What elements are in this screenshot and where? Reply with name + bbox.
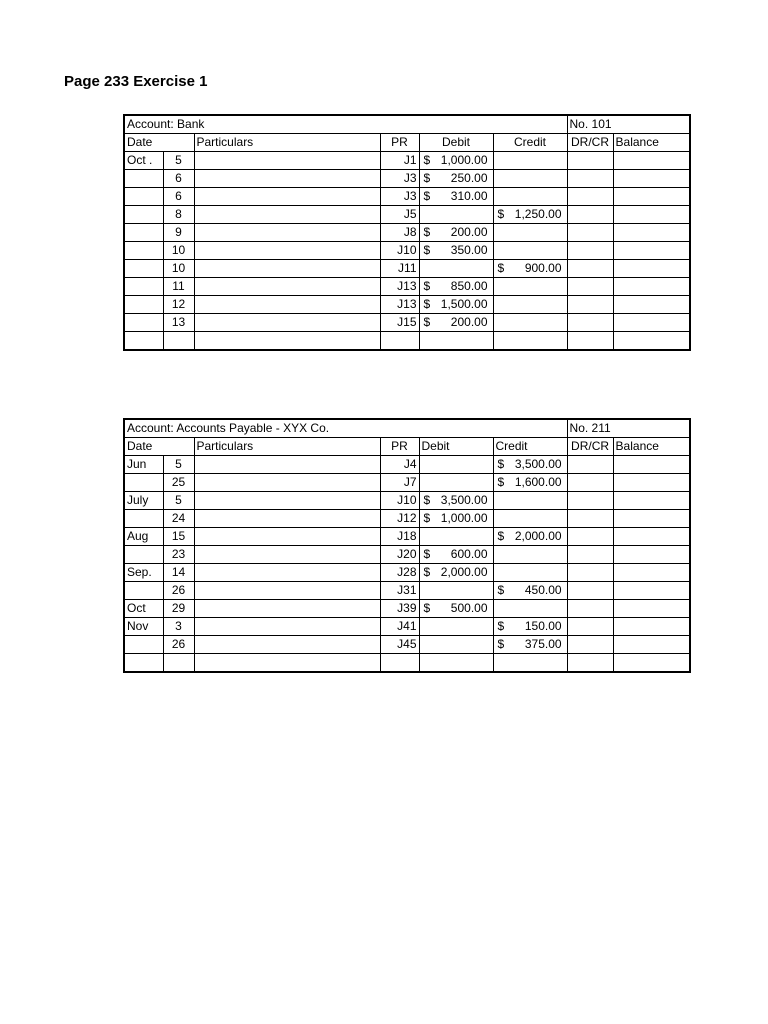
ledger-row (124, 474, 690, 492)
date-day: 5 (163, 152, 194, 170)
pr-cell: J8 (380, 224, 419, 242)
drcr-cell (567, 260, 613, 278)
debit-currency: $ (423, 171, 431, 185)
date-day (163, 654, 194, 673)
particulars-cell (194, 600, 380, 618)
particulars-cell (194, 260, 380, 278)
pr-cell: J3 (380, 170, 419, 188)
ledger-row (124, 314, 690, 332)
ledger-row (124, 260, 690, 278)
ledger-row (124, 546, 690, 564)
date-month (124, 296, 163, 314)
ledger-row (124, 654, 690, 673)
credit-cell (493, 618, 567, 636)
account-header-row (124, 419, 690, 438)
debit-amount: 3,500.00 (440, 493, 488, 507)
drcr-cell (567, 206, 613, 224)
particulars-cell (194, 528, 380, 546)
date-month (124, 582, 163, 600)
debit-cell (419, 260, 493, 278)
credit-cell (493, 456, 567, 474)
debit-currency: $ (423, 279, 431, 293)
credit-cell (493, 332, 567, 351)
ledger-row (124, 510, 690, 528)
col-header-debit: Debit (419, 134, 493, 152)
date-day: 5 (163, 456, 194, 474)
ledger-row (124, 152, 690, 170)
date-month (124, 278, 163, 296)
debit-currency: $ (423, 153, 431, 167)
credit-cell (493, 546, 567, 564)
pr-cell: J28 (380, 564, 419, 582)
credit-cell (493, 170, 567, 188)
col-header-date: Date (124, 134, 194, 152)
credit-cell (493, 654, 567, 673)
credit-cell (493, 224, 567, 242)
credit-cell (493, 636, 567, 654)
date-day: 24 (163, 510, 194, 528)
debit-currency: $ (423, 189, 431, 203)
debit-amount: 310.00 (450, 189, 488, 203)
date-day (163, 332, 194, 351)
pr-cell: J45 (380, 636, 419, 654)
date-month: Sep. (124, 564, 163, 582)
balance-cell (613, 206, 690, 224)
credit-cell (493, 206, 567, 224)
pr-cell: J13 (380, 296, 419, 314)
date-day: 6 (163, 170, 194, 188)
debit-cell (419, 188, 493, 206)
account-name: Account: Bank (124, 115, 567, 134)
ledger-row (124, 600, 690, 618)
date-month: Jun (124, 456, 163, 474)
pr-cell: J7 (380, 474, 419, 492)
debit-cell (419, 492, 493, 510)
debit-cell (419, 582, 493, 600)
balance-cell (613, 242, 690, 260)
credit-cell (493, 528, 567, 546)
balance-cell (613, 296, 690, 314)
date-month: Aug (124, 528, 163, 546)
drcr-cell (567, 456, 613, 474)
col-header-particulars: Particulars (194, 134, 380, 152)
credit-cell (493, 510, 567, 528)
debit-currency: $ (423, 243, 431, 257)
debit-cell (419, 474, 493, 492)
drcr-cell (567, 332, 613, 351)
credit-cell (493, 600, 567, 618)
debit-cell (419, 278, 493, 296)
credit-cell (493, 314, 567, 332)
date-day: 15 (163, 528, 194, 546)
pr-cell: J20 (380, 546, 419, 564)
debit-cell (419, 170, 493, 188)
pr-cell: J12 (380, 510, 419, 528)
particulars-cell (194, 510, 380, 528)
credit-currency: $ (497, 529, 505, 543)
date-month (124, 224, 163, 242)
balance-cell (613, 582, 690, 600)
balance-cell (613, 224, 690, 242)
balance-cell (613, 188, 690, 206)
debit-cell (419, 296, 493, 314)
drcr-cell (567, 528, 613, 546)
balance-cell (613, 654, 690, 673)
ledger-row (124, 224, 690, 242)
date-month (124, 260, 163, 278)
debit-amount: 250.00 (450, 171, 488, 185)
drcr-cell (567, 564, 613, 582)
account-number: No. 101 (567, 115, 690, 134)
debit-cell (419, 152, 493, 170)
credit-cell (493, 296, 567, 314)
date-day: 9 (163, 224, 194, 242)
date-month (124, 474, 163, 492)
debit-cell (419, 564, 493, 582)
pr-cell: J13 (380, 278, 419, 296)
column-header-row (124, 134, 690, 152)
particulars-cell (194, 332, 380, 351)
date-day: 6 (163, 188, 194, 206)
particulars-cell (194, 278, 380, 296)
ledger-row (124, 456, 690, 474)
ledger-table-accounts-payable (123, 418, 691, 673)
ledger-row (124, 188, 690, 206)
drcr-cell (567, 278, 613, 296)
particulars-cell (194, 170, 380, 188)
particulars-cell (194, 636, 380, 654)
credit-currency: $ (497, 637, 505, 651)
debit-amount: 2,000.00 (440, 565, 488, 579)
pr-cell: J41 (380, 618, 419, 636)
particulars-cell (194, 546, 380, 564)
pr-cell (380, 332, 419, 351)
debit-cell (419, 600, 493, 618)
drcr-cell (567, 582, 613, 600)
debit-cell (419, 332, 493, 351)
col-header-pr: PR (380, 134, 419, 152)
account-header-row (124, 115, 690, 134)
date-day: 5 (163, 492, 194, 510)
date-day: 14 (163, 564, 194, 582)
debit-amount: 1,500.00 (440, 297, 488, 311)
particulars-cell (194, 206, 380, 224)
date-day: 26 (163, 636, 194, 654)
date-month (124, 546, 163, 564)
col-header-credit: Credit (493, 438, 567, 456)
pr-cell: J3 (380, 188, 419, 206)
particulars-cell (194, 654, 380, 673)
debit-cell (419, 636, 493, 654)
balance-cell (613, 528, 690, 546)
ledger-body (124, 419, 690, 672)
credit-amount: 150.00 (524, 619, 562, 633)
credit-cell (493, 188, 567, 206)
debit-currency: $ (423, 565, 431, 579)
credit-cell (493, 564, 567, 582)
balance-cell (613, 456, 690, 474)
ledger-body (124, 115, 690, 350)
credit-cell (493, 242, 567, 260)
ledger-row (124, 582, 690, 600)
col-header-debit: Debit (419, 438, 493, 456)
debit-cell (419, 510, 493, 528)
account-name: Account: Accounts Payable - XYX Co. (124, 419, 567, 438)
debit-amount: 1,000.00 (440, 511, 488, 525)
balance-cell (613, 474, 690, 492)
debit-amount: 350.00 (450, 243, 488, 257)
credit-currency: $ (497, 475, 505, 489)
particulars-cell (194, 224, 380, 242)
date-month: July (124, 492, 163, 510)
date-day: 11 (163, 278, 194, 296)
credit-cell (493, 152, 567, 170)
pr-cell (380, 654, 419, 673)
debit-currency: $ (423, 315, 431, 329)
ledger-row (124, 296, 690, 314)
debit-currency: $ (423, 547, 431, 561)
balance-cell (613, 260, 690, 278)
debit-currency: $ (423, 511, 431, 525)
date-day: 8 (163, 206, 194, 224)
col-header-drcr: DR/CR (567, 134, 613, 152)
particulars-cell (194, 188, 380, 206)
particulars-cell (194, 314, 380, 332)
date-day: 10 (163, 260, 194, 278)
ledger-row (124, 170, 690, 188)
account-number: No. 211 (567, 419, 690, 438)
debit-amount: 200.00 (450, 315, 488, 329)
date-day: 29 (163, 600, 194, 618)
date-day: 3 (163, 618, 194, 636)
date-month (124, 510, 163, 528)
column-header-row (124, 438, 690, 456)
balance-cell (613, 600, 690, 618)
balance-cell (613, 618, 690, 636)
col-header-pr: PR (380, 438, 419, 456)
balance-cell (613, 510, 690, 528)
col-header-drcr: DR/CR (567, 438, 613, 456)
drcr-cell (567, 314, 613, 332)
debit-amount: 200.00 (450, 225, 488, 239)
col-header-credit: Credit (493, 134, 567, 152)
credit-amount: 900.00 (524, 261, 562, 275)
date-month: Nov (124, 618, 163, 636)
particulars-cell (194, 456, 380, 474)
credit-amount: 1,250.00 (514, 207, 562, 221)
pr-cell: J39 (380, 600, 419, 618)
drcr-cell (567, 474, 613, 492)
date-day: 10 (163, 242, 194, 260)
debit-amount: 500.00 (450, 601, 488, 615)
credit-currency: $ (497, 261, 505, 275)
date-day: 12 (163, 296, 194, 314)
debit-cell (419, 528, 493, 546)
balance-cell (613, 332, 690, 351)
particulars-cell (194, 582, 380, 600)
balance-cell (613, 636, 690, 654)
drcr-cell (567, 296, 613, 314)
drcr-cell (567, 188, 613, 206)
credit-amount: 2,000.00 (514, 529, 562, 543)
particulars-cell (194, 152, 380, 170)
debit-cell (419, 206, 493, 224)
balance-cell (613, 546, 690, 564)
col-header-balance: Balance (613, 134, 690, 152)
date-month: Oct (124, 600, 163, 618)
date-month: Oct . (124, 152, 163, 170)
pr-cell: J18 (380, 528, 419, 546)
pr-cell: J10 (380, 492, 419, 510)
pr-cell: J4 (380, 456, 419, 474)
debit-cell (419, 456, 493, 474)
balance-cell (613, 314, 690, 332)
pr-cell: J10 (380, 242, 419, 260)
debit-currency: $ (423, 225, 431, 239)
debit-amount: 600.00 (450, 547, 488, 561)
pr-cell: J1 (380, 152, 419, 170)
credit-cell (493, 260, 567, 278)
particulars-cell (194, 564, 380, 582)
credit-currency: $ (497, 619, 505, 633)
drcr-cell (567, 546, 613, 564)
col-header-balance: Balance (613, 438, 690, 456)
credit-amount: 375.00 (524, 637, 562, 651)
col-header-particulars: Particulars (194, 438, 380, 456)
ledger-row (124, 618, 690, 636)
debit-cell (419, 314, 493, 332)
debit-cell (419, 618, 493, 636)
drcr-cell (567, 242, 613, 260)
ledger-row (124, 564, 690, 582)
date-day: 23 (163, 546, 194, 564)
ledger-row (124, 528, 690, 546)
particulars-cell (194, 242, 380, 260)
credit-currency: $ (497, 583, 505, 597)
date-month (124, 636, 163, 654)
date-month (124, 170, 163, 188)
ledger-row (124, 206, 690, 224)
debit-cell (419, 224, 493, 242)
particulars-cell (194, 618, 380, 636)
debit-cell (419, 654, 493, 673)
particulars-cell (194, 296, 380, 314)
drcr-cell (567, 224, 613, 242)
date-day: 13 (163, 314, 194, 332)
ledger-row (124, 332, 690, 351)
credit-cell (493, 474, 567, 492)
date-month (124, 314, 163, 332)
pr-cell: J11 (380, 260, 419, 278)
ledger-row (124, 242, 690, 260)
drcr-cell (567, 492, 613, 510)
credit-cell (493, 492, 567, 510)
date-month (124, 332, 163, 351)
credit-currency: $ (497, 457, 505, 471)
balance-cell (613, 278, 690, 296)
particulars-cell (194, 492, 380, 510)
ledger-row (124, 278, 690, 296)
debit-currency: $ (423, 297, 431, 311)
date-day: 26 (163, 582, 194, 600)
date-month (124, 654, 163, 673)
balance-cell (613, 152, 690, 170)
page-title: Page 233 Exercise 1 (64, 73, 208, 90)
credit-cell (493, 582, 567, 600)
drcr-cell (567, 654, 613, 673)
credit-amount: 3,500.00 (514, 457, 562, 471)
pr-cell: J31 (380, 582, 419, 600)
debit-amount: 850.00 (450, 279, 488, 293)
debit-currency: $ (423, 493, 431, 507)
date-month (124, 206, 163, 224)
drcr-cell (567, 510, 613, 528)
debit-cell (419, 242, 493, 260)
debit-amount: 1,000.00 (440, 153, 488, 167)
drcr-cell (567, 636, 613, 654)
pr-cell: J15 (380, 314, 419, 332)
debit-cell (419, 546, 493, 564)
ledger-row (124, 636, 690, 654)
debit-currency: $ (423, 601, 431, 615)
balance-cell (613, 170, 690, 188)
balance-cell (613, 564, 690, 582)
credit-amount: 450.00 (524, 583, 562, 597)
balance-cell (613, 492, 690, 510)
drcr-cell (567, 618, 613, 636)
date-month (124, 188, 163, 206)
credit-cell (493, 278, 567, 296)
drcr-cell (567, 170, 613, 188)
date-month (124, 242, 163, 260)
date-day: 25 (163, 474, 194, 492)
drcr-cell (567, 152, 613, 170)
ledger-row (124, 492, 690, 510)
ledger-table-bank (123, 114, 691, 351)
drcr-cell (567, 600, 613, 618)
credit-amount: 1,600.00 (514, 475, 562, 489)
col-header-date: Date (124, 438, 194, 456)
particulars-cell (194, 474, 380, 492)
credit-currency: $ (497, 207, 505, 221)
pr-cell: J5 (380, 206, 419, 224)
